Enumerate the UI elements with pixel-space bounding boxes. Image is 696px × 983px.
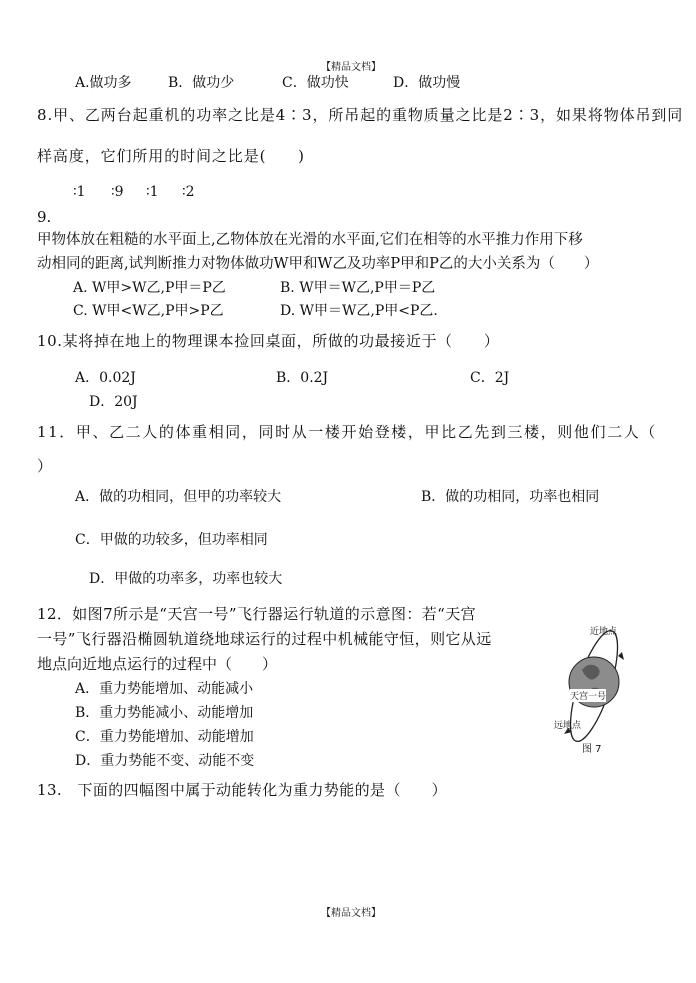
q12-option-a: A．重力势能增加、动能减小	[75, 681, 254, 697]
q12-option-c: C．重力势能增加、动能增加	[75, 729, 254, 745]
q11-line2: ）	[37, 457, 53, 475]
figure-caption: 图 7	[582, 744, 602, 755]
q8-option-a: ∶1	[73, 184, 86, 200]
orbit-figure	[548, 622, 638, 754]
q7-option-a: A.做功多	[75, 75, 132, 91]
q8-option-d: ∶2	[182, 184, 195, 200]
q8-option-c: ∶1	[146, 184, 159, 200]
q11-line1: 11．甲、乙二人的体重相同，同时从一楼开始登楼，甲比乙先到三楼，则他们二人（	[37, 423, 657, 441]
q8-option-b: ∶9	[111, 184, 124, 200]
q7-option-b: B．做功少	[168, 75, 235, 91]
q13-line1: 13. 下面的四幅图中属于动能转化为重力势能的是（ ）	[37, 781, 448, 799]
q11-option-d: D．甲做的功率多，功率也较大	[89, 571, 283, 587]
q10-option-c: C．2J	[470, 370, 510, 386]
q10-option-d: D．20J	[89, 394, 138, 410]
page-footer: 【精品文档】	[321, 908, 381, 919]
q8-line2: 样高度，它们所用的时间之比是( )	[37, 147, 305, 165]
q9-number: 9.	[37, 208, 52, 226]
q9-line2: 动相同的距离,试判断推力对物体做功W甲和W乙及功率P甲和P乙的大小关系为（ ）	[37, 256, 599, 272]
q9-option-b: B. W甲＝W乙,P甲＝P乙	[280, 280, 436, 296]
near-point-label: 近地点	[590, 627, 618, 637]
q10-line1: 10.某将掉在地上的物理课本捡回桌面，所做的功最接近于（ ）	[37, 332, 500, 350]
q12-line1: 12．如图7所示是“天宫一号”飞行器运行轨道的示意图：若“天宫	[37, 605, 477, 623]
q9-option-a: A. W甲>W乙,P甲＝P乙	[73, 280, 226, 296]
q9-line1: 甲物体放在粗糙的水平面上,乙物体放在光滑的水平面,它们在相等的水平推力作用下移	[37, 232, 583, 248]
q11-option-b: B．做的功相同，功率也相同	[421, 489, 600, 505]
q12-option-b: B．重力势能减小、动能增加	[75, 705, 254, 721]
q12-line2: 一号”飞行器沿椭圆轨道绕地球运行的过程中机械能守恒，则它从远	[37, 630, 492, 648]
orbit-diagram	[548, 622, 638, 754]
q12-line3: 地点向近地点运行的过程中（ ）	[37, 655, 278, 673]
craft-label: 天宫一号	[570, 689, 606, 702]
q9-option-d: D. W甲＝W乙,P甲<P乙.	[280, 303, 438, 319]
page-header: 【精品文档】	[321, 62, 381, 73]
q10-option-a: A．0.02J	[75, 370, 136, 386]
q10-option-b: B．0.2J	[276, 370, 329, 386]
far-point-label: 远地点	[554, 721, 582, 731]
q11-option-c: C．甲做的功较多，但功率相同	[75, 532, 268, 548]
q9-option-c: C. W甲<W乙,P甲>P乙	[73, 303, 224, 319]
q12-option-d: D．重力势能不变、动能不变	[75, 753, 255, 769]
q8-line1: 8.甲、乙两台起重机的功率之比是4∶3，所吊起的重物质量之比是2∶3，如果将物体吊到同	[37, 106, 684, 124]
q11-option-a: A．做的功相同，但甲的功率较大	[75, 489, 282, 505]
q7-option-c: C．做功快	[282, 75, 349, 91]
q7-option-d: D．做功慢	[393, 75, 461, 91]
